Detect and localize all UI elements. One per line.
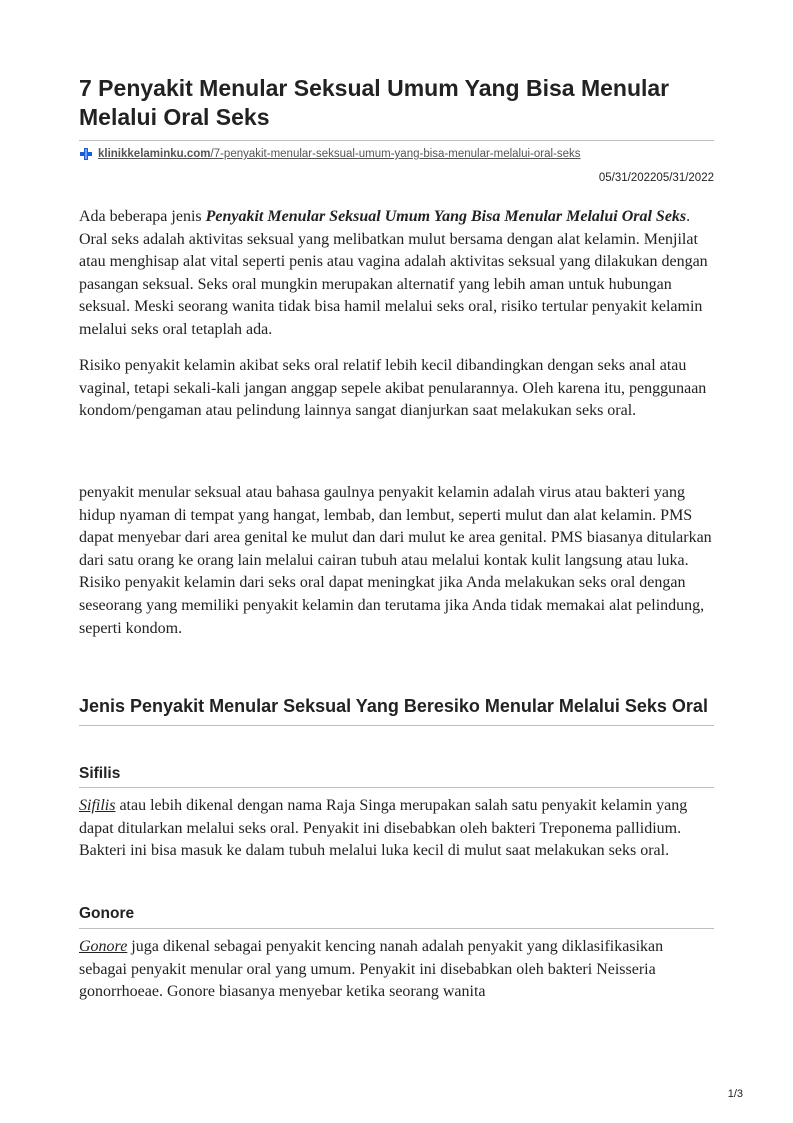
gonore-divider xyxy=(79,928,714,929)
paragraph-pms: penyakit menular seksual atau bahasa gaulnya penyakit kelamin adalah virus atau bakteri yang hidup nyaman di tempat yang hangat, lembab, dan lembut, seperti mulut dan alat kelamin. PMS dapat menyebar dari area genital ke mulut dan dari mulut ke area genital. PMS biasanya ditularkan dari satu orang ke orang lain melalui cairan tubuh atau melalui kontak kulit langsung atau luka. Risiko penyakit kelamin dari seks oral dapat meningkat jika Anda melakukan seks oral dengan seseorang yang memiliki penyakit kelamin dan terutama jika Anda tidak memakai alat pelindung, seperti kondom. xyxy=(79,484,712,637)
medical-cross-icon xyxy=(79,147,93,161)
sifilis-divider xyxy=(79,787,714,788)
sifilis-heading: Sifilis xyxy=(79,765,121,782)
gonore-text: juga dikenal sebagai penyakit kencing nanah adalah penyakit yang diklasifikasikan sebagai penyakit menular oral yang umum. Penyakit ini disebabkan oleh bakteri Neisseria gonorrhoeae. Gonore biasanya menyebar ketika seorang wanita xyxy=(79,938,664,1001)
section-heading: Jenis Penyakit Menular Seksual Yang Beresiko Menular Melalui Seks Oral xyxy=(79,696,708,716)
intro-lead-text: Ada beberapa jenis xyxy=(79,208,206,225)
sifilis-link[interactable]: Sifilis xyxy=(79,797,116,814)
title-divider xyxy=(79,140,714,141)
publish-date: 05/31/202205/31/2022 xyxy=(598,172,714,184)
source-domain: klinikkelaminku.com xyxy=(98,148,211,160)
paragraph-gonore xyxy=(79,936,714,1004)
sifilis-text: atau lebih dikenal dengan nama Raja Singa merupakan salah satu penyakit kelamin yang dapat ditularkan melalui seks oral. Penyakit ini disebabkan oleh bakteri Treponema pallidium. Bakteri ini bisa masuk ke dalam tubuh melalui luka kecil di mulut saat melakukan seks oral. xyxy=(79,797,688,860)
intro-emphasis-text: Penyakit Menular Seksual Umum Yang Bisa Menular Melalui Oral Seks xyxy=(205,208,687,225)
paragraph-risk: Risiko penyakit kelamin akibat seks oral relatif lebih kecil dibandingkan dengan seks anal atau vaginal, tetapi sekali-kali jangan anggap sepele akibat penularannya. Oleh karena itu, penggunaan kondom/pengaman atau pelindung lainnya sangat dianjurkan saat melakukan seks oral. xyxy=(79,357,707,420)
page-number: 1/3 xyxy=(727,1088,743,1100)
source-link[interactable] xyxy=(98,148,581,160)
source-path: /7-penyakit-menular-seksual-umum-yang-bisa-menular-melalui-oral-seks xyxy=(210,148,581,160)
source-line xyxy=(79,145,581,163)
paragraph-sifilis xyxy=(79,795,714,863)
intro-rest-text: . Oral seks adalah aktivitas seksual yang melibatkan mulut bersama dengan alat kelamin. Menjilat atau menghisap alat vital seperti penis atau vagina adalah aktivitas seksual yang dilakukan dengan pasangan seksual. Seks oral mungkin merupakan alternatif yang lebih aman untuk hubungan seksual. Meski seorang wanita tidak bisa hamil melalui seks oral, risiko tertular penyakit kelamin melalui seks oral tetaplah ada. xyxy=(79,208,708,338)
gonore-heading: Gonore xyxy=(79,905,135,922)
article-title: 7 Penyakit Menular Seksual Umum Yang Bisa Menular Melalui Oral Seks xyxy=(79,75,670,130)
paragraph-intro xyxy=(79,206,714,342)
section-divider xyxy=(79,725,714,726)
gonore-link[interactable]: Gonore xyxy=(79,938,128,955)
